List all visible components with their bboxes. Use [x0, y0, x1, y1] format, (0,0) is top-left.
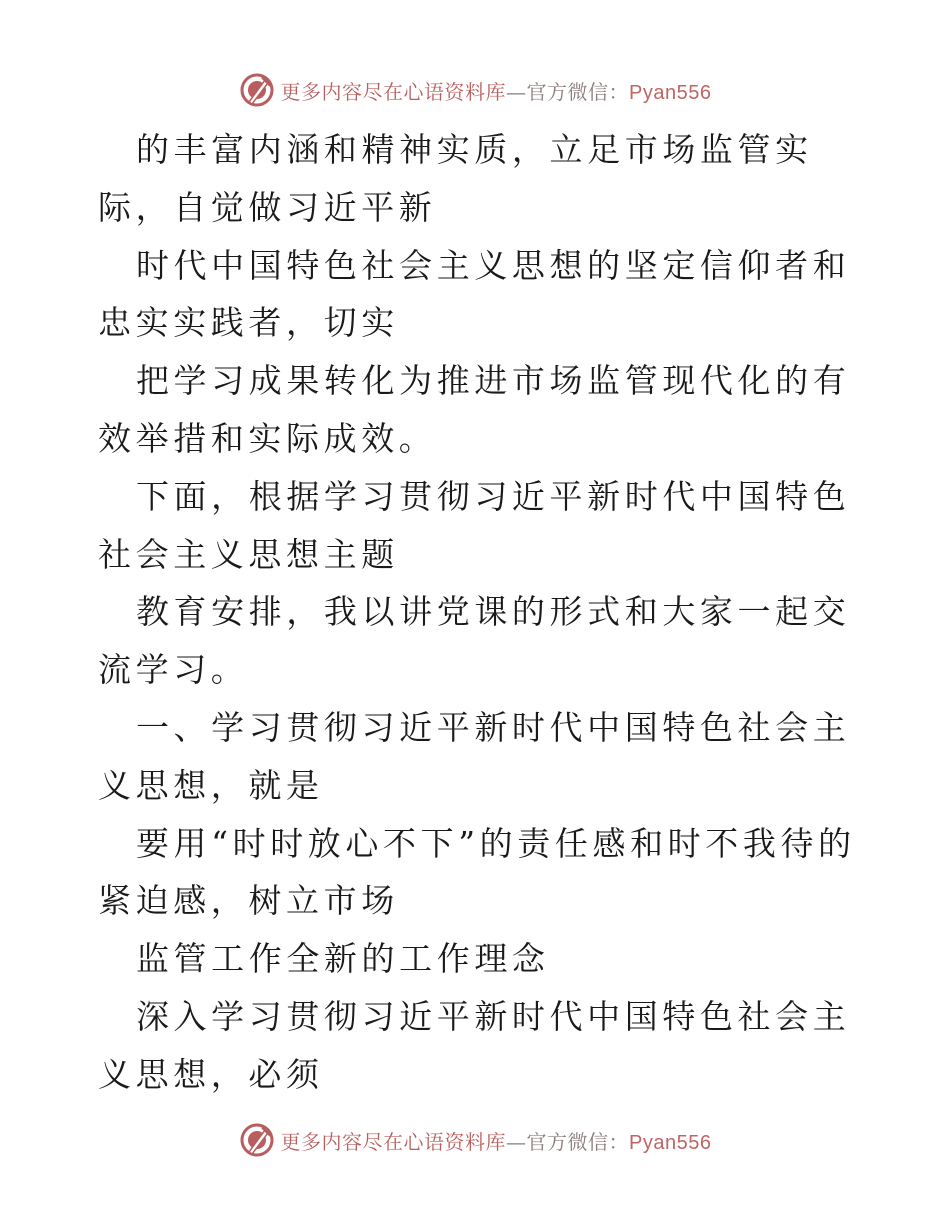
- watermark-wechat-id: Pyan556: [629, 1131, 712, 1154]
- paragraph: 把学习成果转化为推进市场监管现代化的有效举措和实际成效。: [98, 361, 851, 458]
- pen-logo-icon: [239, 1122, 275, 1158]
- paragraph: 一、学习贯彻习近平新时代中国特色社会主义思想，就是: [98, 707, 851, 805]
- watermark-wechat-label: 官方微信：: [526, 79, 630, 104]
- header-watermark: [0, 70, 950, 110]
- footer-watermark: [0, 1120, 950, 1160]
- watermark-text: [281, 76, 712, 105]
- paragraph: 要用“时时放心不下”的责任感和时不我待的紧迫感，树立市场: [98, 823, 856, 921]
- watermark-site: 更多内容尽在心语资料库: [280, 1129, 507, 1154]
- document-body: [98, 121, 858, 1104]
- paragraph: 下面，根据学习贯彻习近平新时代中国特色社会主义思想主题: [98, 476, 851, 574]
- pen-logo-icon: [239, 72, 275, 108]
- watermark-separator: —: [506, 1129, 527, 1154]
- paragraph: 深入学习贯彻习近平新时代中国特色社会主义思想，必须: [98, 996, 851, 1094]
- watermark-wechat-id: Pyan556: [629, 81, 712, 104]
- paragraph: 教育安排，我以讲党课的形式和大家一起交流学习。: [98, 592, 851, 690]
- watermark-text: [281, 1126, 712, 1155]
- watermark-wechat-label: 官方微信：: [526, 1129, 630, 1154]
- paragraph: 的丰富内涵和精神实质，立足市场监管实际，自觉做习近平新: [98, 130, 813, 227]
- paragraph: 监管工作全新的工作理念: [135, 939, 550, 979]
- watermark-separator: —: [506, 79, 527, 104]
- paragraph: 时代中国特色社会主义思想的坚定信仰者和忠实实践者，切实: [98, 245, 851, 343]
- watermark-site: 更多内容尽在心语资料库: [280, 79, 507, 104]
